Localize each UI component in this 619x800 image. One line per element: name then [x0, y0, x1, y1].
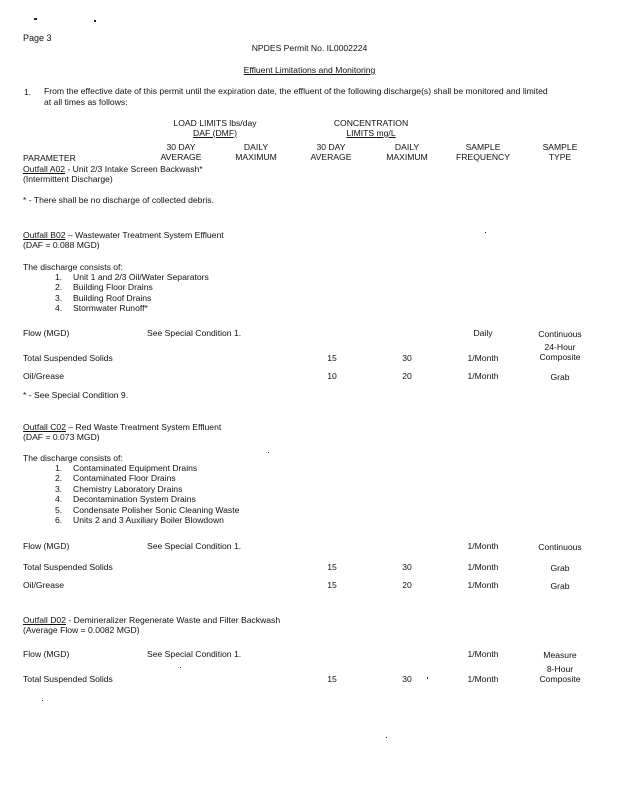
- c02-oil-grease-parameter: Oil/Grease: [23, 580, 65, 590]
- scan-speck: [427, 677, 428, 679]
- c02-flow-type: Continuous: [538, 542, 582, 552]
- list-item-number: 4.: [55, 494, 63, 504]
- load-daily-maximum-header: DAILY MAXIMUM: [235, 142, 277, 162]
- c02-tss-frequency: 1/Month: [467, 562, 499, 572]
- b02-flow-type: Continuous: [538, 329, 582, 339]
- b02-flow-frequency: Daily: [473, 328, 493, 338]
- list-item: Contaminated Equipment Drains: [73, 463, 198, 473]
- b02-tss-frequency: 1/Month: [467, 353, 499, 363]
- d02-tss-type: 8-Hour Composite: [539, 664, 581, 684]
- b02-tss-type: 24-Hour Composite: [539, 342, 581, 362]
- list-item: Contaminated Floor Drains: [73, 473, 176, 483]
- list-item-number: 3.: [55, 484, 63, 494]
- outfall-c02-title: Outfall C02 – Red Waste Treatment System Effluent: [23, 422, 222, 432]
- list-item-number: 6.: [55, 515, 63, 525]
- scan-speck: [180, 667, 181, 668]
- list-item-number: 3.: [55, 293, 63, 303]
- c02-tss-average: 15: [327, 562, 337, 572]
- c02-oil-grease-frequency: 1/Month: [467, 580, 499, 590]
- outfall-b02-title: Outfall B02 – Wastewater Treatment System Effluent: [23, 230, 224, 240]
- list-item: Building Roof Drains: [73, 293, 152, 303]
- c02-tss-parameter: Total Suspended Solids: [23, 562, 113, 572]
- outfall-c02-consists: The discharge consists of:: [23, 453, 123, 463]
- b02-tss-maximum: 30: [402, 353, 412, 363]
- outfall-d02-title: Outfall D02 - Demineralizer Regenerate Waste and Filter Backwash: [23, 615, 281, 625]
- outfall-d02-subtitle: (Average Flow = 0.0082 MGD): [23, 625, 140, 635]
- intro-line-2: at all times as follows:: [44, 97, 128, 107]
- c02-flow-parameter: Flow (MGD): [23, 541, 70, 551]
- outfall-c02-subtitle: (DAF = 0.073 MGD): [23, 432, 100, 442]
- d02-tss-frequency: 1/Month: [467, 674, 499, 684]
- outfall-a02-note: * - There shall be no discharge of collected debris.: [23, 195, 214, 205]
- scan-speck: [485, 232, 486, 233]
- b02-tss-average: 15: [327, 353, 337, 363]
- load-limits-header: LOAD LIMITS lbs/day DAF (DMF): [173, 118, 257, 138]
- b02-flow-parameter: Flow (MGD): [23, 328, 70, 338]
- outfall-a02-title: Outfall A02 - Unit 2/3 Intake Screen Backwash*: [23, 164, 203, 174]
- outfall-b02-subtitle: (DAF = 0.088 MGD): [23, 240, 100, 250]
- list-item: Stormwater Runoff*: [73, 303, 148, 313]
- list-item: Units 2 and 3 Auxiliary Boiler Blowdown: [73, 515, 224, 525]
- list-item: Decontamination System Drains: [73, 494, 196, 504]
- d02-tss-maximum: 30: [402, 674, 412, 684]
- c02-flow-note: See Special Condition 1.: [147, 541, 242, 551]
- section-title: Effluent Limitations and Monitoring: [243, 65, 376, 75]
- scan-speck: [42, 700, 43, 701]
- d02-tss-average: 15: [327, 674, 337, 684]
- page-label: Page 3: [23, 33, 52, 43]
- d02-flow-parameter: Flow (MGD): [23, 649, 70, 659]
- c02-oil-grease-type: Grab: [550, 581, 570, 591]
- d02-flow-frequency: 1/Month: [467, 649, 499, 659]
- sample-frequency-header: SAMPLE FREQUENCY: [456, 142, 510, 162]
- scan-speck: [268, 452, 269, 453]
- c02-flow-frequency: 1/Month: [467, 541, 499, 551]
- c02-tss-type: Grab: [550, 563, 570, 573]
- concentration-header: CONCENTRATION LIMITS mg/L: [333, 118, 409, 138]
- b02-footnote: * - See Special Condition 9.: [23, 390, 129, 400]
- b02-tss-parameter: Total Suspended Solids: [23, 353, 113, 363]
- conc-30day-average-header: 30 DAY AVERAGE: [310, 142, 352, 162]
- intro-line-1: From the effective date of this permit until the expiration date, the effluent of the following discharge(s) shall be monitored and limited: [44, 86, 548, 96]
- list-item: Building Floor Drains: [73, 282, 153, 292]
- scan-speck: [386, 737, 387, 738]
- list-item-number: 5.: [55, 505, 63, 515]
- list-item-number: 1.: [55, 272, 63, 282]
- c02-oil-grease-average: 15: [327, 580, 337, 590]
- d02-flow-note: See Special Condition 1.: [147, 649, 242, 659]
- b02-oil-grease-type: Grab: [550, 372, 570, 382]
- b02-oil-grease-frequency: 1/Month: [467, 371, 499, 381]
- scan-speck: [34, 18, 37, 20]
- permit-number: NPDES Permit No. IL0002224: [251, 43, 368, 53]
- outfall-a02-subtitle: (Intermittent Discharge): [23, 174, 113, 184]
- list-item-number: 1.: [55, 463, 63, 473]
- d02-tss-parameter: Total Suspended Solids: [23, 674, 113, 684]
- intro-number: 1.: [24, 87, 32, 97]
- b02-flow-note: See Special Condition 1.: [147, 328, 242, 338]
- parameter-header: PARAMETER: [23, 153, 76, 163]
- d02-flow-type: Measure: [543, 650, 577, 660]
- list-item-number: 2.: [55, 473, 63, 483]
- scan-speck: [94, 20, 96, 22]
- conc-daily-maximum-header: DAILY MAXIMUM: [386, 142, 428, 162]
- list-item: Unit 1 and 2/3 Oil/Water Separators: [73, 272, 209, 282]
- load-30day-average-header: 30 DAY AVERAGE: [160, 142, 202, 162]
- c02-oil-grease-maximum: 20: [402, 580, 412, 590]
- c02-tss-maximum: 30: [402, 562, 412, 572]
- list-item: Chemistry Laboratory Drains: [73, 484, 183, 494]
- list-item-number: 2.: [55, 282, 63, 292]
- b02-oil-grease-average: 10: [327, 371, 337, 381]
- b02-oil-grease-maximum: 20: [402, 371, 412, 381]
- list-item: Condensate Polisher Sonic Cleaning Waste: [73, 505, 240, 515]
- sample-type-header: SAMPLE TYPE: [542, 142, 578, 162]
- list-item-number: 4.: [55, 303, 63, 313]
- b02-oil-grease-parameter: Oil/Grease: [23, 371, 65, 381]
- outfall-b02-consists: The discharge consists of:: [23, 262, 123, 272]
